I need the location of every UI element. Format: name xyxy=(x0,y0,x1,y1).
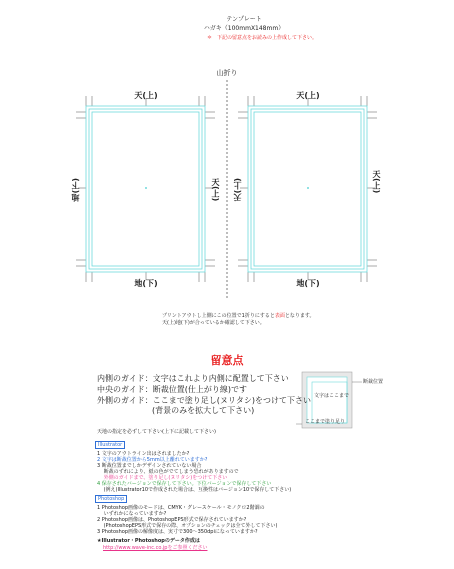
section-title: 留意点 xyxy=(210,354,244,367)
right-top-label: 天(上) xyxy=(296,91,320,100)
left-crop-marks xyxy=(76,96,215,282)
right-inner-guide xyxy=(254,112,361,266)
list-item: 断裁のずれにより、紙の色がでてしまう恐れがありますので xyxy=(97,469,239,475)
photoshop-tag: Photoshop xyxy=(95,495,127,503)
diagram-cut-label: 断裁位置 xyxy=(363,379,384,385)
guide-outer-text: ここまで塗り足し(ヌリタシ)をつけて下さい xyxy=(152,396,312,405)
left-top-label: 天(上) xyxy=(134,91,158,100)
fold-label: 山折り xyxy=(216,69,238,77)
right-crop-marks xyxy=(238,96,377,282)
warning-note: ＊ 下記の留意点をお読みの上作成して下さい。 xyxy=(206,35,318,41)
left-inner-guide xyxy=(92,112,199,266)
version-note: 天地の指定を必ずして下さい(上下に記載して下さい) xyxy=(97,429,216,435)
illustrator-list xyxy=(97,451,291,493)
right-trim-guide xyxy=(251,109,364,269)
left-center-mark xyxy=(145,187,147,189)
guide-inner-text: 文字はこれより内側に配置して下さい xyxy=(152,374,289,383)
guide-center-text: 断裁位置(仕上がり線)です xyxy=(152,385,248,394)
list-item: 1 Photoshop画像のモードは、CMYK・グレースケール・モノクロ2階調の xyxy=(97,505,265,511)
list-item: 2 Photoshop画像は、PhotoshopEPS形式で保存されていますか? xyxy=(97,517,247,523)
left-left-label: 地(下) xyxy=(71,178,80,202)
right-panel xyxy=(238,96,377,282)
guide-outer xyxy=(97,396,311,406)
photoshop-list xyxy=(97,505,278,535)
guide-outer-label: 外側のガイド： xyxy=(97,396,153,405)
right-left-label: 天(上) xyxy=(233,178,242,202)
print-note-suffix: となります。 xyxy=(284,313,315,319)
guide-center xyxy=(97,385,247,395)
size-subtitle: ハガキ（100mmX148mm） xyxy=(203,25,285,32)
left-outer-guide xyxy=(86,106,205,272)
illustrator-tag: Illustrator xyxy=(95,441,125,449)
list-item: 外側のガイドまで、塗り足し(ヌリタシ)をつけて下さい xyxy=(97,475,228,481)
list-item: 2 文字は断裁位置から5mm以上離れていますか? xyxy=(97,457,208,463)
print-note-line1 xyxy=(162,313,314,319)
left-trim-guide xyxy=(89,109,202,269)
list-item: (PhotoshopEPS形式で保存の際、オプションのチェックは全て外して下さい) xyxy=(97,523,278,529)
left-right-label: 天(上) xyxy=(211,178,220,202)
list-item: (例え)Illustrator10で作成された場合は、互換性はバージョン10で保存して下さい) xyxy=(97,487,292,493)
guide-inner-label: 内側のガイド： xyxy=(97,374,153,383)
list-item: 4 保存されたバージョンで保存して下さい。下位バージョンで保存して下さい xyxy=(97,481,272,487)
list-item: 1 文字のアウトライン出はされましたか? xyxy=(97,451,190,457)
list-item: 3 Photoshop画像の解像度は、実寸で300〜350dpiになっていますか? xyxy=(97,529,258,535)
template-title: テンプレート xyxy=(226,16,262,23)
list-item: いずれかになっていますか? xyxy=(97,511,167,517)
footer-line1: ★Illustrator・Photoshopのデータ作成は xyxy=(97,538,200,544)
right-outer-guide xyxy=(248,106,367,272)
left-bottom-label: 地(下) xyxy=(134,279,158,288)
guide-center-label: 中央のガイド： xyxy=(97,385,153,394)
print-note-line2: 天(上)地(下)が合っているか確認して下さい。 xyxy=(162,320,265,326)
right-bottom-label: 地(下) xyxy=(296,279,320,288)
left-panel xyxy=(76,96,215,282)
footer-link[interactable]: http://www.wave-inc.co.jpをご参照ください xyxy=(103,545,208,551)
print-note-highlight: 表面 xyxy=(274,313,285,319)
diagram-bleed-label: ここまで塗り足り xyxy=(305,419,346,425)
print-note-prefix: プリントアウトし上側にこの位置で1折りにすると xyxy=(162,313,275,319)
list-item: 3 断裁位置までしかデザインされていない場合 xyxy=(97,463,202,469)
right-right-label: 天(上) xyxy=(372,170,381,194)
guide-inner xyxy=(97,374,289,384)
diagram-text-label: 文字はここまで xyxy=(314,393,350,399)
guide-sub: (背景のみを拡大して下さい) xyxy=(152,406,255,415)
right-center-mark xyxy=(307,187,309,189)
